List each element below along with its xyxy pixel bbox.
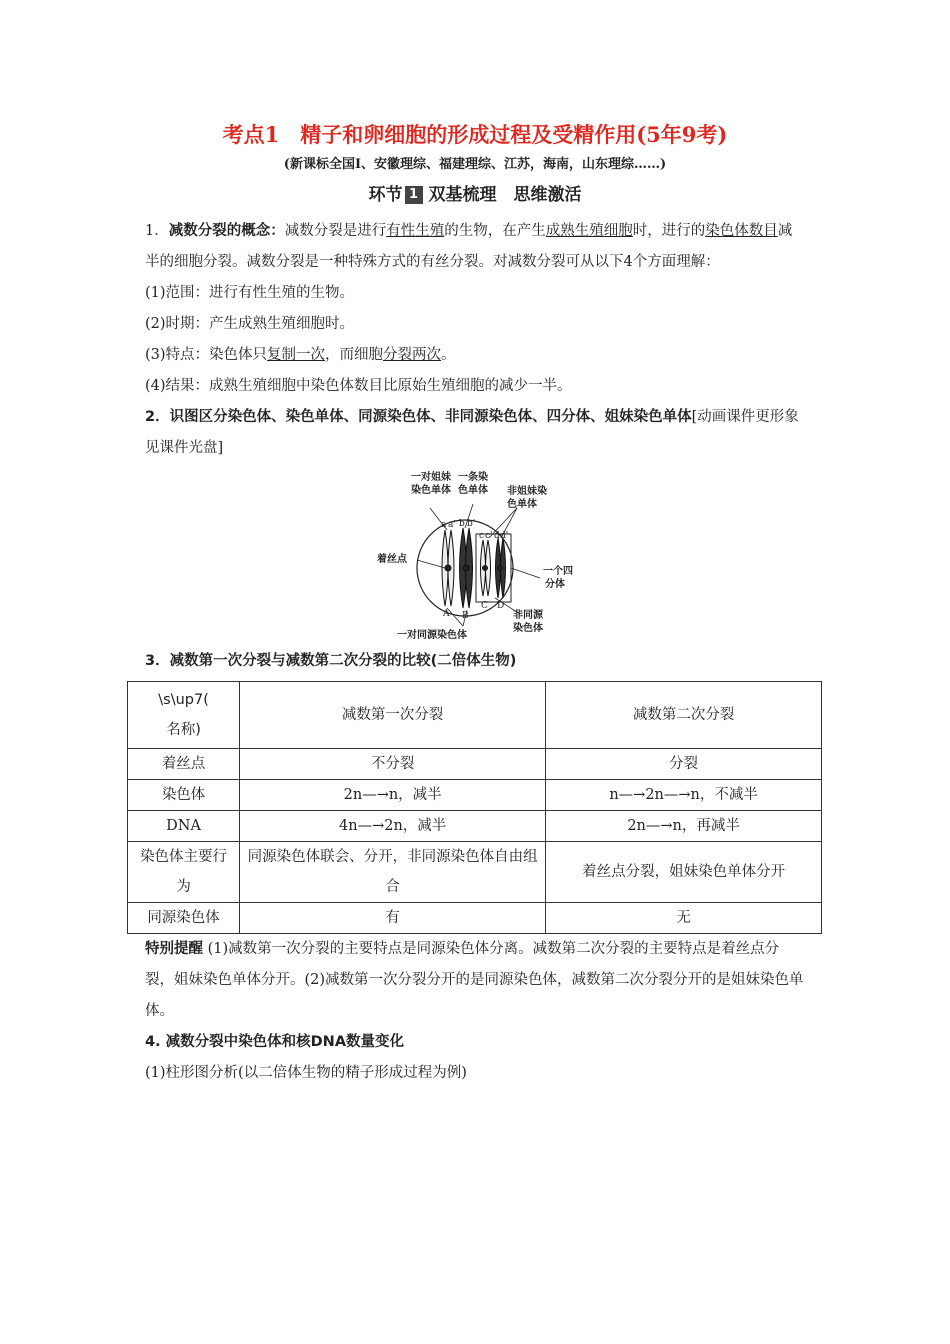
- p1-underline: 染色体数目: [705, 223, 778, 239]
- table-row: [128, 749, 822, 780]
- table-cell: 4n—→2n，减半: [240, 811, 546, 842]
- letter-c-prime: c': [485, 531, 493, 541]
- note-heading: 特别提醒: [145, 941, 203, 957]
- table-row: [128, 842, 822, 903]
- chromosome-diagram: [145, 468, 805, 640]
- page-title: 考点1 精子和卵细胞的形成过程及受精作用(5年9考): [222, 122, 728, 147]
- p1-text: 减半的细胞分裂。减数分裂是一种特殊方式的有丝分裂。对减数分裂可从以下4个方面理解：: [145, 223, 793, 270]
- section-prefix: 环节: [368, 185, 403, 205]
- paragraph-2: [145, 402, 814, 464]
- p1-item: (2)时期：产生成熟生殖细胞时。: [145, 316, 355, 332]
- label-sister-chromatids-1: 一对姐妹: [411, 472, 451, 483]
- letter-b: b: [459, 519, 465, 529]
- p1-text: 减数分裂是进行: [284, 223, 387, 239]
- label-non-homologous-2: 染色体: [513, 623, 543, 634]
- chromosome-pair-left: [442, 528, 473, 608]
- table-cell: 无: [546, 903, 822, 934]
- table-cell: 同源染色体联会、分开，非同源染色体自由组合: [240, 842, 546, 903]
- letter-D: D: [497, 601, 505, 611]
- document-page: [140, 120, 814, 1089]
- p1-item: (1)范围：进行有性生殖的生物。: [145, 285, 355, 301]
- table-cell: n—→2n—→n，不减半: [546, 780, 822, 811]
- table-cell: 着丝点: [128, 749, 240, 780]
- label-one-chromatid-1: 一条染: [458, 472, 488, 483]
- letter-a: a: [441, 520, 447, 530]
- p1-number: 1．: [145, 223, 169, 239]
- table-cell: 2n—→n，减半: [240, 780, 546, 811]
- label-centromere: 着丝点: [377, 554, 407, 565]
- comparison-table: [127, 681, 822, 934]
- letter-b-prime: b': [467, 519, 476, 529]
- chromosome-pair-right: [481, 538, 506, 598]
- section-heading: [145, 182, 805, 208]
- table-cell: 有: [240, 903, 546, 934]
- table-header-row: [128, 682, 822, 749]
- label-non-homologous-1: 非同源: [513, 610, 543, 621]
- table-cell: 不分裂: [240, 749, 546, 780]
- label-homologous-pair: 一对同源染色体: [397, 630, 467, 640]
- p1-text: 的生物，在产生: [444, 223, 546, 239]
- table-cell: 同源染色体: [128, 903, 240, 934]
- table-header-cell: 减数第一次分裂: [240, 682, 546, 749]
- paragraph-4: 4. 减数分裂中染色体和核DNA数量变化: [145, 1034, 405, 1050]
- letter-c: c: [479, 531, 485, 541]
- p1-3-underline: 复制一次: [267, 347, 326, 363]
- p1-3-text: 。: [441, 347, 456, 363]
- letter-C: C: [481, 601, 488, 611]
- table-cell: 2n—→n，再减半: [546, 811, 822, 842]
- table-row: [128, 811, 822, 842]
- table-row: [128, 903, 822, 934]
- label-tetrad-2: 分体: [545, 579, 565, 590]
- letter-d-prime: d': [500, 531, 509, 541]
- table-cell: 着丝点分裂，姐妹染色单体分开: [546, 842, 822, 903]
- p1-3-underline: 分裂两次: [383, 347, 442, 363]
- table-row: [128, 780, 822, 811]
- p1-text: 时，进行的: [632, 223, 706, 239]
- special-note: [145, 934, 805, 1027]
- letter-d: d: [494, 531, 500, 541]
- p1-heading: 减数分裂的概念：: [168, 223, 285, 239]
- paragraph-3: 3．减数第一次分裂与减数第二次分裂的比较(二倍体生物): [145, 653, 517, 669]
- p2-heading: 2．识图区分染色体、染色单体、同源染色体、非同源染色体、四分体、姐妹染色单体: [145, 409, 692, 425]
- section-label: 双基梳理 思维激活: [428, 185, 582, 205]
- p1-underline: 有性生殖: [386, 223, 445, 239]
- chromosome-figure: [145, 468, 805, 640]
- table-cell: 染色体: [128, 780, 240, 811]
- table-cell: 分裂: [546, 749, 822, 780]
- table-cell: 染色体主要行为: [128, 842, 240, 903]
- label-one-chromatid-2: 色单体: [458, 485, 488, 496]
- section-number-badge: 1: [405, 186, 423, 204]
- letter-B: B: [462, 611, 469, 621]
- table-header-cell: 减数第二次分裂: [546, 682, 822, 749]
- paragraph-1: [145, 216, 805, 278]
- label-tetrad-1: 一个四: [543, 566, 573, 577]
- label-sister-chromatids-2: 染色单体: [411, 485, 451, 496]
- note-text: (1)减数第一次分裂的主要特点是同源染色体分离。减数第二次分裂的主要特点是着丝点分裂，姐妹染色单体分开。(2)减数第一次分裂分开的是同源染色体，减数第二次分裂分开的是姐妹染色单体。: [145, 941, 804, 1019]
- p1-3-text: (3)特点：染色体只: [145, 347, 268, 363]
- table-cell: DNA: [128, 811, 240, 842]
- p2-tail: [动画课件更形象 见课件光盘]: [145, 409, 814, 456]
- letter-a-prime: a': [448, 520, 456, 530]
- p1-item: (4)结果：成熟生殖细胞中染色体数目比原始生殖细胞的减少一半。: [145, 378, 572, 394]
- p1-underline: 成熟生殖细胞: [545, 223, 633, 239]
- label-non-sister-1: 非姐妹染: [507, 486, 547, 497]
- page-subtitle: (新课标全国Ⅰ、安徽理综、福建理综、江苏，海南，山东理综……): [283, 157, 667, 172]
- table-header-cell: \s\up7( 名称): [128, 682, 240, 749]
- letter-A: A: [443, 609, 450, 619]
- paragraph-4-1: (1)柱形图分析(以二倍体生物的精子形成过程为例): [145, 1065, 467, 1081]
- p1-item-3: [145, 340, 805, 371]
- p1-3-text: ，而细胞: [325, 347, 384, 363]
- label-non-sister-2: 色单体: [507, 499, 537, 510]
